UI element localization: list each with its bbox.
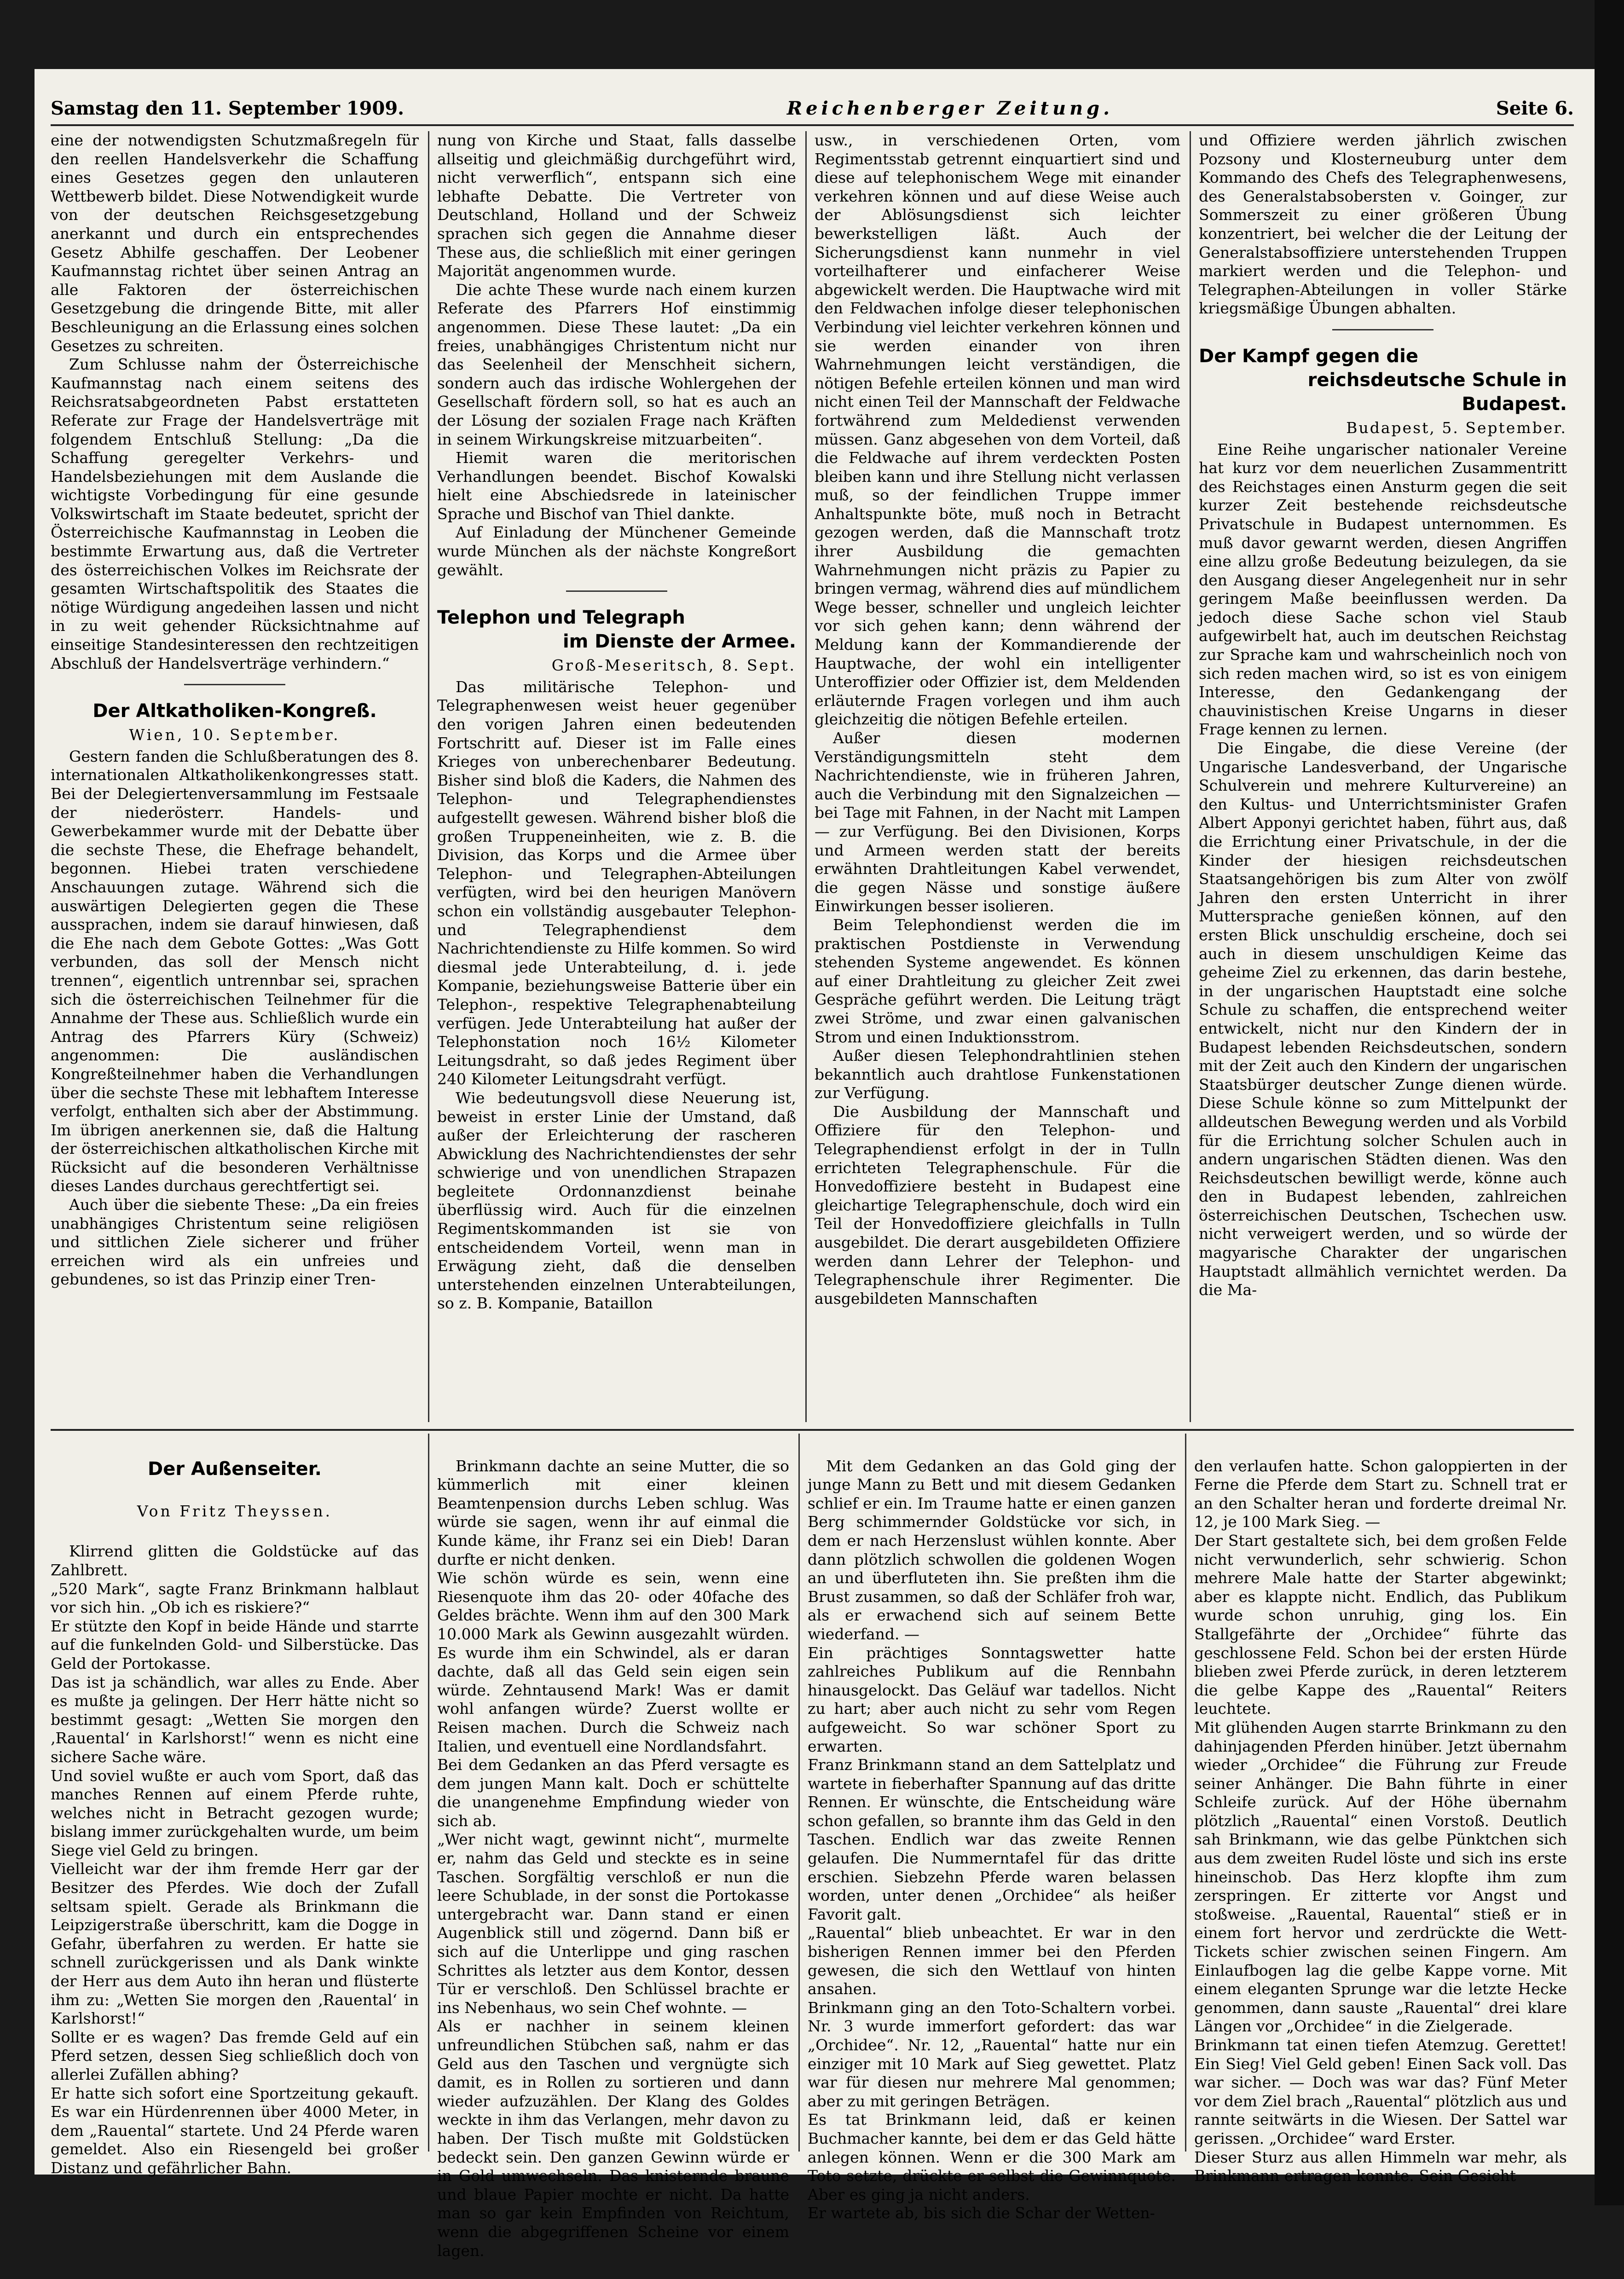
article-title-line2: reichsdeutsche Schule in Budapest. [1307,369,1567,415]
scan-border [1595,0,1624,2205]
article-title: Telephon und Telegraph [437,607,685,629]
column-rule [798,1434,800,2152]
feuilleton-column-1 [51,1438,419,2177]
paragraph: Die Ausbildung der Mannschaft und Offiziere für den Telephon- und Telegraphendienst erfolgt in der in Tulln errichteten Telegraphenschule. Für die Honvedoffiziere besteht in Budapest eine gleichartige Telegraphenschule, doch wird ein Teil der Honvedoffiziere gleichfalls in Tulln ausgebildet. Die derart ausgebildeten Offiziere werden dann Lehrer der Telephon- und Telegraphenschule ihrer Regimenter. Die ausgebildeten Mannschaften [815,1102,1180,1307]
paragraph: Zum Schlusse nahm der Österreichische Kaufmannstag nach einem seitens des Reichsratsabgeordneten Pabst erstatteten Referate zur Frage der Handelsverträge mit folgendem Entschluß Stellung: „Da die Schaffung geregelter Verkehrs- und Handelsbeziehungen mit dem Auslande die wichtigste Vorbedingung für eine gesunde Volkswirtschaft im Staate bedeutet, spricht der Österreichische Kaufmannstag in Leoben die bestimmte Erwartung aus, daß die Vertreter des österreichischen Volkes im Reichsrate der gesamten Wirtschaftspolitik des Staates die nötige Würdigung angedeihen lassen und nicht in zu weit gehender Rücksichtnahme auf einseitige Standesinteressen den rechtzeitigen Abschluß der Handelsverträge verhindern.“ [51,355,419,672]
article-title: Der Altkatholiken-Kongreß. [92,700,377,722]
divider [566,590,667,592]
story-text: Brinkmann dachte an seine Mutter, die so kümmerlich mit einer kleinen Beamtenpension durchs Leben schlug. Was würde sie sagen, wenn ihr auf einmal die Kunde käme, ihr Franz sei ein Dieb! Daran durfte er nicht denken. Wie schön würde es sein, wenn eine Riesenquote ihm das 20- oder 40fache des Geldes brächte. Wenn ihm auf den 300 Mark 10.000 Mark als Gewinn ausgezahlt würden. Es wurde ihm ein Schwindel, als er daran dachte, daß all das Geld sein eigen sein würde. Zehntausend Mark! Was er damit wohl anfangen würde? Zuerst wollte er Reisen machen. Durch die Schweiz nach Italien, und eventuell eine Nordlandsfahrt. Bei dem Gedanken an das Pferd versagte es dem jungen Mann kalt. Doch er schüttelte die unangenehme Empfindung wieder von sich ab. „Wer nicht wagt, gewinnt nicht“, murmelte er, nahm das Geld und steckte es in seine Taschen. Sorgfältig verschloß er nun die leere Schublade, in der sonst die Portokasse untergebracht war. Dann stand er einen Augenblick still und zögernd. Dann biß er sich auf die Unterlippe und ging raschen Schrittes als letzter aus dem Kontor, dessen Tür er verschloß. Den Schlüssel brachte er ins Nebenhaus, wo sein Chef wohnte. — Als er nachher in seinem kleinen unfreundlichen Stübchen saß, nahm er das Geld aus den Taschen und vergnügte sich damit, es in Rollen zu sortieren und dann wieder aufzuzählen. Der Klang des Goldes weckte in ihm das Verlangen, mehr davon zu haben. Der Tisch mußte mit Goldstücken bedeckt sein. Den ganzen Gewinn würde er in Gold umwechseln. Das knisternde braune und blaue Papier mochte er nicht. Da hatte man so gar kein Empfinden von Reichtum, wenn die abgegriffenen Scheine vor einem lagen. [437,1457,789,2260]
page-header [51,92,1574,126]
divider [1332,329,1433,330]
column-rule [805,131,807,1422]
paragraph: Die Eingabe, die diese Vereine (der Ungarische Landesverband, der Ungarische Schulverein und mehrere Kulturvereine) an den Kultus- und Unterrichtsminister Grafen Albert Apponyi gerichtet haben, führt aus, daß die Errichtung einer Privatschule, in der die Kinder der hiesigen reichsdeutschen Staatsangehörigen bis zum Alter von zwölf Jahren den ersten Unterricht in ihrer Muttersprache genießen können, auf den ersten Blick unschuldig erscheine, doch sei auch in diesem unschuldigen Keime das geheime Ziel zu erkennen, das darin bestehe, in der ungarischen Hauptstadt eine solche Schule zu schaffen, die entsprechend weiter entwickelt, nicht nur den Kindern der in Budapest lebenden Reichsdeutschen, sondern mit der Zeit auch den Kindern der ungarischen Staatsbürger deutscher Zunge dienen würde. Diese Schule könne so zum Mittelpunkt der alldeutschen Bewegung werden und als Vorbild für die Errichtung solcher Schulen auch in andern ungarischen Städten dienen. Was den Reichsdeutschen bewilligt werde, könne auch den in Budapest lebenden, zahlreichen österreichischen Deutschen, Tschechen usw. nicht verweigert werden, und so würde der magyarische Charakter der ungarischen Hauptstadt allmählich vernichtet werden. Da die Ma- [1199,739,1567,1299]
article-title-line2: im Dienste der Armee. [562,631,796,653]
story-author: Von Fritz Theyssen. [137,1502,333,1521]
column-3 [815,131,1180,1422]
paragraph: Das militärische Telephon- und Telegraphenwesen weist heuer gegenüber den vorigen Jahren einen bedeutenden Fortschritt auf. Dieser ist im Falle eines Krieges von unberechenbarer Bedeutung. Bisher sind bloß die Kaders, die Nahmen des Telephon- und Telegraphendienstes aufgestellt gewesen. Während bisher bloß die großen Truppeneinheiten, wie z. B. die Division, das Korps und die Armee über Telephon- und Telegraphen-Abteilungen verfügten, wird bei den heurigen Manövern schon ein vollständig ausgebauter Telephon- und Telegraphendienst dem Nachrichtendienste zu Hilfe kommen. So wird diesmal jede Unterabteilung, d. i. jede Kompanie, beziehungsweise Batterie über ein Telephon-, respektive Telegraphenabteilung verfügen. Jede Unterabteilung hat außer der Telephonstation noch 16½ Kilometer Leitungsdraht, so daß jedes Regiment über 240 Kilometer Leitungsdraht verfügt. [437,677,796,1088]
column-rule [1185,1434,1186,2152]
dateline: Groß-Meseritsch, 8. Sept. [551,656,796,675]
paragraph: usw., in verschiedenen Orten, vom Regimentsstab getrennt einquartiert sind und diese auf telephonischem Wege mit einander verkehren können und auf diese Weise auch der Ablösungsdienst sich leichter bewerkstelligen läßt. Auch der Sicherungsdienst kann nunmehr in viel vorteilhafterer und einfacherer Weise abgewickelt werden. Die Hauptwache wird mit den Feldwachen infolge dieser telephonischen Verbindung viel leichter verkehren können und sie werden einander von ihren Wahrnehmungen leicht verständigen, die nötigen Befehle erteilen können und man wird nicht einen Teil der Mannschaft der Feldwache fortwährend zum Meldedienst verwenden müssen. Ganz abgesehen von dem Vorteil, daß die Feldwache auf ihrem verdeckten Posten bleiben kann und ihre Stellung nicht verlassen muß, so der feindlichen Truppe immer Anhaltspunkte böte, muß noch in Betracht gezogen werden, daß die Mannschaft trotz ihrer Ausbildung die gemachten Wahrnehmungen nicht präzis zu Papier zu bringen vermag, während dies auf mündlichem Wege besser, schneller und ungleich leichter vor sich gehen kann; denn während der Meldung kann der Kommandierende der Hauptwache, der wohl ein intelligenter Unteroffizier oder Offizier ist, dem Meldenden erläuternde Fragen vorlegen und ihm auch gleichzeitig die nötigen Befehle erteilen. [815,131,1180,729]
article-title: Der Kampf gegen die [1199,345,1419,367]
paragraph: Hiemit waren die meritorischen Verhandlungen beendet. Bischof Kowalski hielt eine Abschiedsrede in lateinischer Sprache und Bischof van Thiel dankte. [437,449,796,523]
column-rule [1190,131,1191,1422]
paragraph: Beim Telephondienst werden die im praktischen Postdienste in Verwendung stehenden Systeme angewendet. Es können auf einer Drahtleitung zu gleicher Zeit zwei Gespräche geführt werden. Die Leitung trägt zwei Ströme, und zwar einen galvanischen Strom und einen Induktionsstrom. [815,915,1180,1046]
column-4 [1199,131,1567,1422]
paragraph: eine der notwendigsten Schutzmaßregeln für den reellen Handelsverkehr die Schaffung eines Gesetzes gegen den unlauteren Wettbewerb bildet. Diese Notwendigkeit wurde von der deutschen Reichsgesetzgebung anerkannt und durch ein entsprechendes Gesetz Abhilfe geschaffen. Der Leobener Kaufmannstag richtet über seinen Antrag an alle Faktoren der österreichischen Gesetzgebung die dringende Bitte, mit aller Beschleunigung an die Erlassung eines solchen Gesetzes zu schreiten. [51,131,419,355]
paragraph: nung von Kirche und Staat, falls dasselbe allseitig und gleichmäßig durchgeführt wird, nicht verwerflich“, entspann sich eine lebhafte Debatte. Die Vertreter von Deutschland, Holland und der Schweiz sprachen sich gegen die Annahme dieser These aus, die schließlich mit einer geringen Majorität angenommen wurde. [437,131,796,280]
paragraph: Gestern fanden die Schlußberatungen des 8. internationalen Altkatholikenkongresses statt. Bei der Delegiertenversammlung im Festsaale der niederösterr. Handels- und Gewerbekammer wurde mit der Debatte über die sechste These, die Ehefrage behandelt, begonnen. Hiebei traten verschiedene Anschauungen zutage. Während sich die auswärtigen Delegierten gegen die These aussprachen, indem sie darauf hinwiesen, daß die Ehe nach dem Gebote Gottes: „Was Gott verbunden, das soll der Mensch nicht trennen“, eigentlich untrennbar sei, sprachen sich die österreichischen Teilnehmer für die Annahme der These aus. Schließlich wurde ein Antrag des Pfarrers Küry (Schweiz) angenommen: Die ausländischen Kongreßteilnehmer haben die Verhandlungen über die sechste These mit lebhaftem Interesse verfolgt, enthalten sich aber der Abstimmung. Im übrigen anerkennen sie, daß die Haltung der österreichischen altkatholischen Kirche mit Rücksicht auf die besonderen Verhältnisse dieses Landes durchaus gerechtfertigt sei. [51,747,419,1195]
paragraph: und Offiziere werden jährlich zwischen Pozsony und Klosterneuburg unter dem Kommando des Chefs des Telegraphenwesens, des Generalstabsobersten v. Goinger, zur Sommerszeit zu einer größeren Übung konzentriert, bei welcher die der Leitung der Generalstabsoffiziere unterstehenden Truppen markiert werden und die Telephon- und Telegraphen-Abteilungen in voller Stärke kriegsmäßige Übungen abhalten. [1199,131,1567,318]
feuilleton-column-3 [808,1438,1176,2222]
paragraph: Wie bedeutungsvoll diese Neuerung ist, beweist in erster Linie der Umstand, daß außer der Erleichterung der rascheren Abwicklung des Nachrichtendienstes der sehr schwierige und von unendlichen Strapazen begleitete Ordonnanzdienst beinahe überflüssig wird. Auch für die einzelnen Regimentskommanden ist sie von entscheidendem Vorteil, wenn man in Erwägung zieht, daß die denselben unterstehenden einzelnen Unterabteilungen, so z. B. Kompanie, Bataillon [437,1088,796,1313]
column-1 [51,131,419,1422]
column-2 [437,131,796,1422]
story-text: den verlaufen hatte. Schon galoppierten in der Ferne die Pferde dem Start zu. Schnell trat er an den Schalter heran und forderte dreimal Nr. 12, je 100 Mark Sieg. — Der Start gestaltete sich, bei dem großen Felde nicht verwunderlich, sehr schwierig. Schon mehrere Male hatte der Starter abgewinkt; aber es klappte nicht. Endlich, das Publikum wurde schon unruhig, ging los. Ein Stallgefährte der „Orchidee“ führte das geschlossene Feld. Schon bei der ersten Hürde blieben zwei Pferde zurück, in deren letzterem die gelbe Kappe des „Rauental“ Reiters leuchtete. Mit glühenden Augen starrte Brinkmann zu den dahinjagenden Pferden hinüber. Jetzt übernahm wieder „Orchidee“ die Führung zur Freude seiner Anhänger. Die Bahn führte in einer Schleife zurück. Auf der Höhe übernahm plötzlich „Rauental“ einen Vorstoß. Deutlich sah Brinkmann, wie das gelbe Pünktchen sich aus dem zweiten Rudel löste und sich ins erste hineinschob. Das Herz klopfte ihm zum zerspringen. Er zitterte vor Angst und stoßweise. „Rauental, Rauental“ stieß er in einem fort hervor und zerdrückte die Wett-Tickets schier zwischen seinen Fingern. Am Einlaufbogen lag die gelbe Kappe vorne. Mit einem eleganten Sprunge war die letzte Hecke genommen, dann sauste „Rauental“ drei klare Längen vor „Orchidee“ in die Zielgerade. Brinkmann tat einen tiefen Atemzug. Gerettet! Ein Sieg! Viel Geld geben! Einen Sack voll. Das war sicher. — Doch was war das? Fünf Meter vor dem Ziel brach „Rauental“ plötzlich aus und rannte seitwärts in die Wiesen. Der Sattel war gerissen. „Orchidee“ ward Erster. Dieser Sturz aus allen Himmeln war mehr, als Brinkmann ertragen konnte. Sein Gesicht [1194,1457,1567,2185]
story-text: Klirrend glitten die Goldstücke auf das Zahlbrett. „520 Mark“, sagte Franz Brinkmann halblaut vor sich hin. „Ob ich es riskiere?“ Er stützte den Kopf in beide Hände und starrte auf die funkelnden Gold- und Silberstücke. Das Geld der Portokasse. Das ist ja schändlich, war alles zu Ende. Aber es mußte ja gelingen. Der Herr hätte nicht so bestimmt gesagt: „Wetten Sie morgen den ‚Rauental‘ in Karlshorst!“ wenn es nicht eine sichere Sache wäre. Und soviel wußte er auch vom Sport, daß das manches Rennen auf einem Pferde ruhte, welches nicht in Betracht gezogen wurde; bislang immer zurückgehalten wurde, um beim Siege viel Geld zu bringen. Vielleicht war der ihm fremde Herr gar der Besitzer des Pferdes. Wie doch der Zufall seltsam spielt. Gerade als Brinkmann die Leipzigerstraße überschritt, kam die Dogge in Gefahr, überfahren zu werden. Er hatte sie schnell zurückgerissen und als Dank winkte der Herr aus dem Auto ihn heran und flüsterte ihm zu: „Wetten Sie morgen den ‚Rauental‘ in Karlshorst!“ Sollte er es wagen? Das fremde Geld auf ein Pferd setzen, dessen Sieg schließlich doch von allerlei Zufällen abhing? Er hatte sich sofort eine Sportzeitung gekauft. Es war ein Hürdenrennen über 4000 Meter, in dem „Rauental“ startete. Und 24 Pferde waren gemeldet. Also ein Riesengeld bei großer Distanz und gefährlicher Bahn. [51,1542,419,2177]
paragraph: Auch über die siebente These: „Da ein freies unabhängiges Christentum seine religiösen und sittlichen Ziele sicherer und früher erreichen wird als ein unfreies und gebundenes, so ist das Prinzip einer Tren- [51,1196,419,1289]
story-text: Mit dem Gedanken an das Gold ging der junge Mann zu Bett und mit diesem Gedanken schlief er ein. Im Traume hatte er einen ganzen Berg schimmernder Goldstücke vor sich, in dem er nach Herzenslust wühlen konnte. Aber dann plötzlich schwollen die goldenen Wogen an und überfluteten ihn. Sie preßten ihm die Brust zusammen, so daß der Schläfer froh war, als er erwachend sich auf seinem Bette wiederfand. — Ein prächtiges Sonntagswetter hatte zahlreiches Publikum auf die Rennbahn hinausgelockt. Das Geläuf war tadellos. Nicht zu hart; aber auch nicht zu sehr vom Regen aufgeweicht. So war schöner Sport zu erwarten. Franz Brinkmann stand an dem Sattelplatz und wartete in fieberhafter Spannung auf das dritte Rennen. Er wünschte, die Entscheidung wäre schon gefallen, so brannte ihm das Geld in den Taschen. Endlich war das zweite Rennen gelaufen. Die Nummerntafel für das dritte erschien. Siebzehn Pferde waren belassen worden, unter denen „Orchidee“ als heißer Favorit galt. „Rauental“ blieb unbeachtet. Er war in den bisherigen Rennen immer bei den Pferden gewesen, die sich den Wettlauf von hinten ansahen. Brinkmann ging an den Toto-Schaltern vorbei. Nr. 3 wurde immerfort gefordert: das war „Orchidee“. Nr. 12, „Rauental“ hatte nur ein einziger mit 10 Mark auf Sieg gewettet. Platz war für diesen nur mehrere Mal genommen; aber zu mit geringen Beträgen. Es tat Brinkmann leid, daß er keinen Buchmacher kannte, bei dem er das Geld hätte anlegen können. Wenn er die 300 Mark am Toto setzte, drückte er selbst die Gewinnquote. Aber es ging ja nicht anders. Er wartete ab, bis sich die Schar der Wetten- [808,1457,1176,2222]
paragraph: Außer diesen modernen Verständigungsmitteln steht dem Nachrichtendienste, wie in früheren Jahren, auch die Verbindung mit den Signalzeichen — bei Tage mit Fahnen, in der Nacht mit Lampen — zur Verfügung. Bei den Divisionen, Korps und Armeen werden statt der bereits erwähnten Drahtleitungen Kabel verwendet, die gegen Nässe und sonstige äußere Einwirkungen besser isolieren. [815,729,1180,915]
dateline: Budapest, 5. September. [1346,418,1567,437]
paragraph: Die achte These wurde nach einem kurzen Referate des Pfarrers Hof einstimmig angenommen. Diese These lautet: „Da ein freies, unabhängiges Christentum nicht nur das Seelenheil der Menschheit sichern, sondern auch das irdische Wohlergehen der Gesellschaft fördern soll, so hat es auch an der Lösung der sozialen Frage nach Kräften in seinem Wirkungskreise mitzuarbeiten“. [437,280,796,448]
header-date: Samstag den 11. September 1909. [51,97,405,119]
dateline: Wien, 10. September. [129,726,341,744]
paragraph: Eine Reihe ungarischer nationaler Vereine hat kurz vor dem neuerlichen Zusammentritt des Reichstages einen Ansturm gegen die seit kurzer Zeit bestehende reichsdeutsche Privatschule in Budapest unternommen. Es muß davor gewarnt werden, diesen Angriffen eine allzu große Bedeutung beizulegen, da sie den Ausgang dieser Angelegenheit nur in sehr geringem Maße beeinflussen werden. Da jedoch diese Sache schon viel Staub aufgewirbelt hat, auch im deutschen Reichstag zur Sprache kam und wahrscheinlich noch von sich reden machen wird, so ist es von einigem Interesse, den Gedankengang der chauvinistischen Kreise Ungarns in dieser Frage kennen zu lernen. [1199,440,1567,739]
page-number: Seite 6. [1496,97,1574,119]
feuilleton-column-2 [437,1438,789,2260]
paragraph: Außer diesen Telephondrahtlinien stehen bekanntlich auch drahtlose Funkenstationen zur Verfügung. [815,1047,1180,1102]
column-rule [428,131,429,1422]
paragraph: Auf Einladung der Münchener Gemeinde wurde München als der nächste Kongreßort gewählt. [437,523,796,579]
story-title: Der Außenseiter. [148,1458,322,1480]
feuilleton-rule [51,1429,1574,1431]
column-rule [428,1434,429,2152]
feuilleton-column-4 [1194,1438,1567,2185]
divider [184,684,285,685]
newspaper-title: Reichenberger Zeitung. [786,97,1114,119]
